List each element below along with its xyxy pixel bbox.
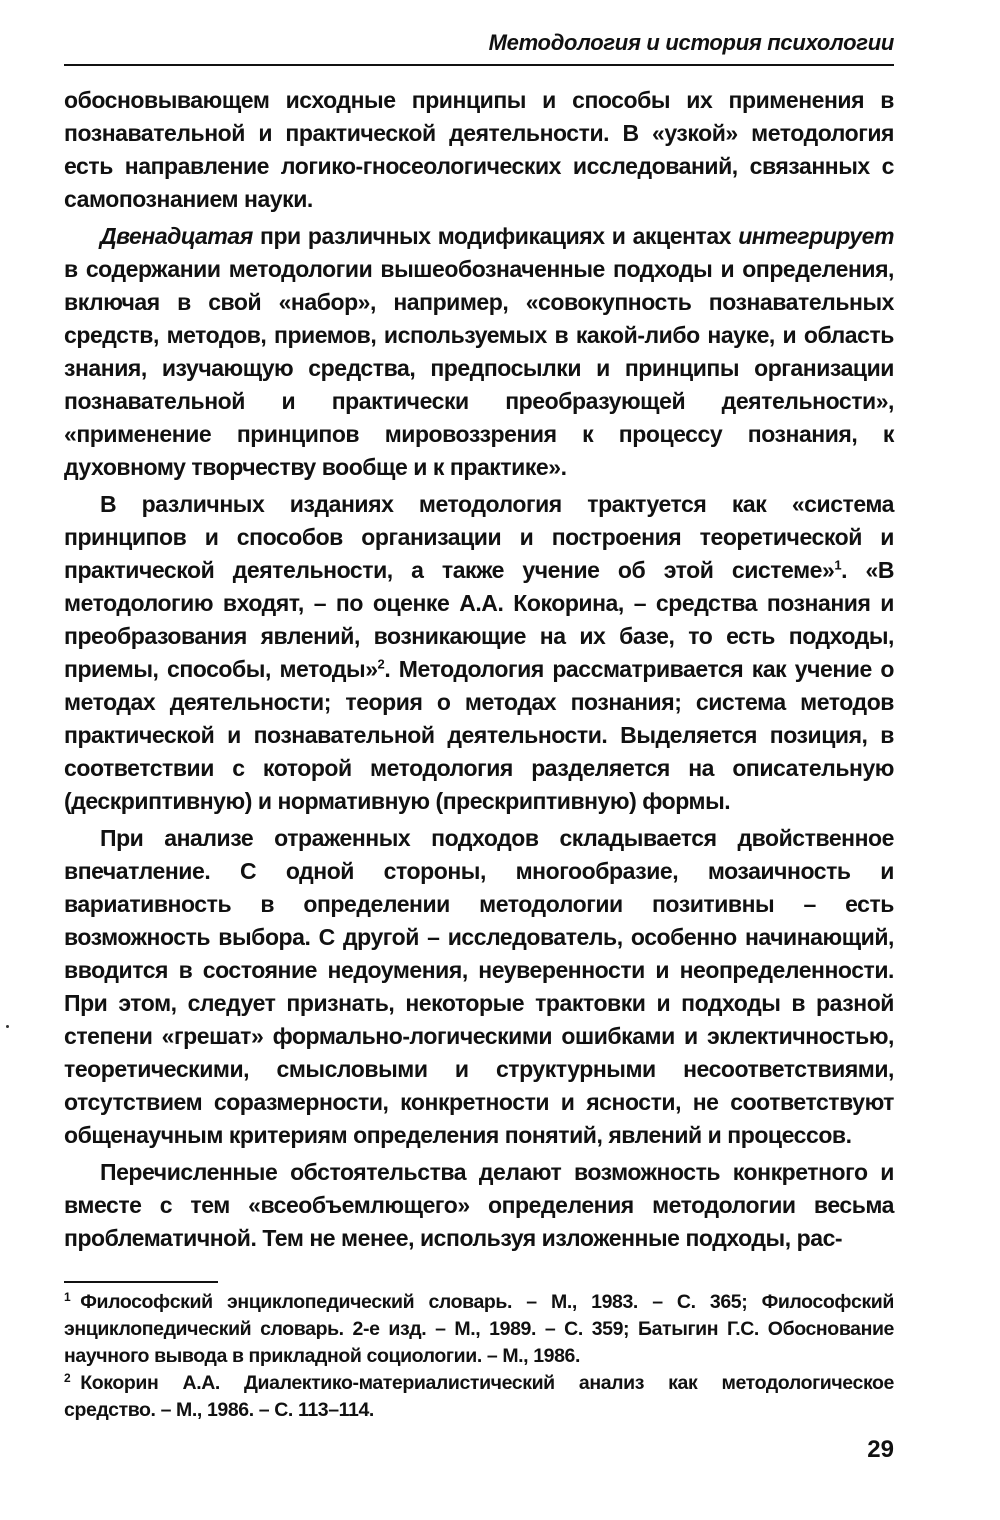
paragraph-2-rest: в содержании методологии вышеобозначенные подходы и определения, включая в свой «набор», например, «совокупность познавательных средств, методов, приемов, используемых в какой-либо науке, и область знания, изучающую средства, предпосылки и принципы организации познавательной и практически преобразующей деятельности», «применение принципов мировоззрения к процессу познания, к духовному творчеству вообще и к практике». xyxy=(64,256,894,480)
footnote-separator xyxy=(64,1281,218,1283)
paragraph-2 xyxy=(64,220,894,484)
footnote-ref-1[interactable]: 1 xyxy=(834,557,842,573)
header-rule xyxy=(64,64,894,66)
paragraph-1: обосновывающем исходные принципы и способы их применения в познавательной и практической деятельности. В «узкой» методология есть направление логико-гносеологических исследований, связанных с самопознанием науки. xyxy=(64,87,894,212)
paragraph-3-part-a: В различных изданиях методология трактуется как «система принципов и способов организации и построения теоретической и практической деятельности, а также учение об этой системе» xyxy=(64,491,894,583)
paragraph-3-part-c: . Методология рассматривается как учение о методах деятельности; теория о методах познания; система методов практической и познавательной деятельности. Выделяется позиция, в соответствии с которой методология разделяется на описательную (дескриптивную) и нормативную (прескриптивную) формы. xyxy=(64,656,894,814)
footnote-number-1: 1 xyxy=(64,1289,71,1304)
footnote-ref-2[interactable]: 2 xyxy=(377,656,385,672)
footnote-number-2: 2 xyxy=(64,1370,71,1385)
footnote-text-1: Философский энциклопедический словарь. – М., 1983. – С. 365; Философский энциклопедический словарь. 2-е изд. – М., 1989. – С. 359; Батыгин Г.С. Обоснование научного вывода в прикладной социологии. – М., 1986. xyxy=(64,1291,894,1367)
footnote-2 xyxy=(64,1370,894,1424)
paragraph-3-part-b: . «В методологию входят, – по оценке А.А. Кокорина, – средства познания и преобразования явлений, возникающие на их базе, то есть подходы, приемы, способы, методы» xyxy=(64,557,894,682)
paragraph-3 xyxy=(64,488,894,818)
italic-term-dvenadtsataya: Двенадцатая xyxy=(100,223,253,249)
body-text xyxy=(64,84,894,1259)
running-head: Методология и история психологии xyxy=(488,30,894,55)
paragraph-5: Перечисленные обстоятельства делают возможность конкретного и вместе с тем «всеобъемлющего» определения методологии весьма проблематичной. Тем не менее, используя изложенные подходы, рас- xyxy=(64,1159,894,1251)
scan-speck xyxy=(6,1025,9,1028)
paragraph-2-mid: при различных модификациях и акцентах xyxy=(252,223,739,249)
page-number: 29 xyxy=(867,1436,894,1463)
paragraph-4: При анализе отраженных подходов складывается двойственное впечатление. С одной стороны, многообразие, мозаичность и вариативность в определении методологии позитивны – есть возможность выбора. С другой – исследователь, особенно начинающий, вводится в состояние недоумения, неуверенности и неопределенности. При этом, следует признать, некоторые трактовки и подходы в разной степени «грешат» формально-логическими ошибками и эклектичностью, теоретическими, смысловыми и структурными несоответствиями, отсутствием соразмерности, конкретности и ясности, не соответствуют общенаучным критериям определения понятий, явлений и процессов. xyxy=(64,825,894,1148)
footnote-1 xyxy=(64,1289,894,1370)
footnote-text-2: Кокорин А.А. Диалектико-материалистический анализ как методологическое средство. – М., 1986. – С. 113–114. xyxy=(64,1372,894,1421)
footnotes xyxy=(64,1289,894,1424)
italic-term-integriruet: интегрирует xyxy=(738,223,894,249)
